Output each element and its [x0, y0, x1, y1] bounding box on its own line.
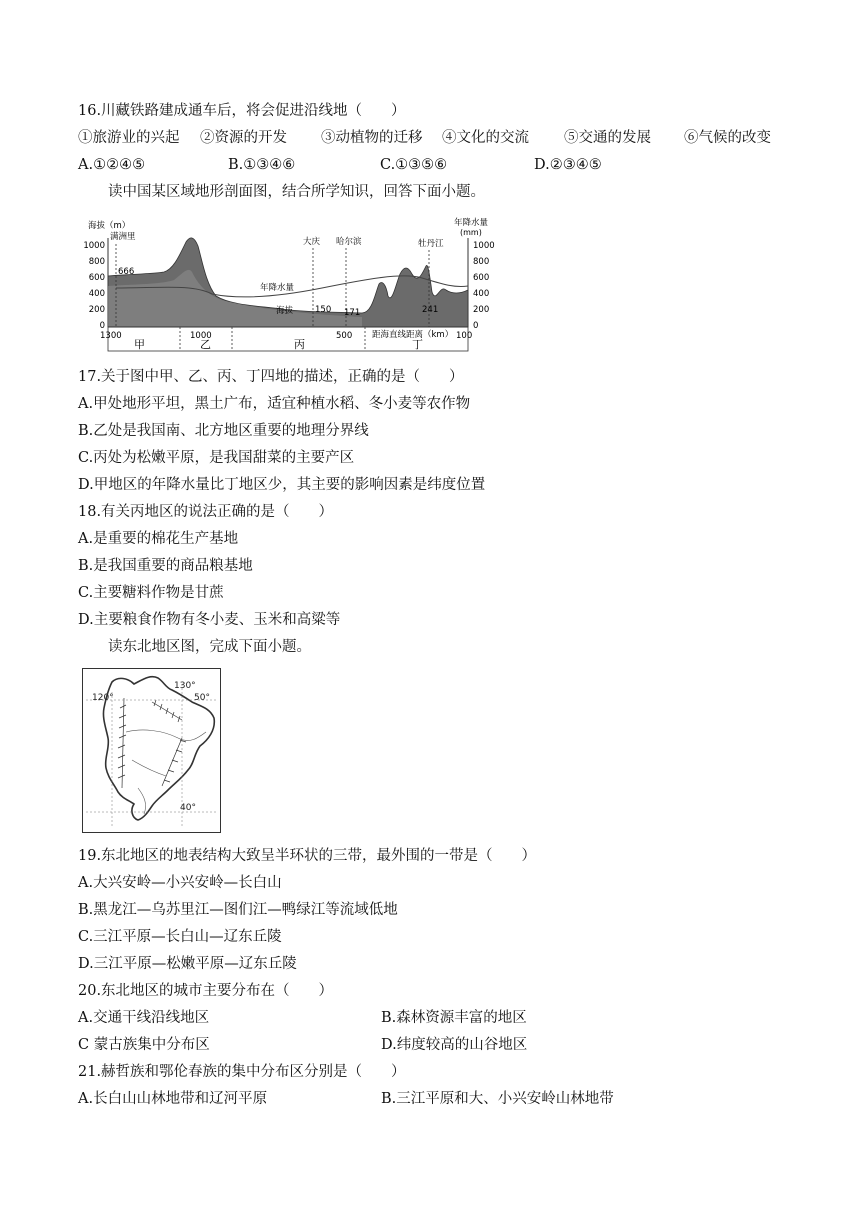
q16-options	[78, 155, 798, 175]
bottom-tick: 1300	[100, 331, 122, 341]
right-tick: 600	[473, 273, 490, 283]
value-label: 666	[118, 267, 135, 277]
lon-label: 130°	[174, 681, 196, 691]
place-daqing: 大庆	[303, 237, 321, 247]
q19-option-b: B.黑龙江—乌苏里江—图们江—鸭绿江等流域低地	[78, 902, 398, 918]
q16-stem: 16.川藏铁路建成通车后，将会促进沿线地（ ）	[78, 103, 406, 119]
value-label: 150	[315, 305, 332, 315]
bottom-tick: 100	[456, 331, 473, 341]
q17-option-a: A.甲处地形平坦，黑土广布，适宜种植水稻、冬小麦等农作物	[78, 396, 471, 412]
q19-stem: 19.东北地区的地表结构大致呈半环状的三带，最外围的一带是（ ）	[78, 848, 537, 864]
q20-option-c: C 蒙古族集中分布区	[78, 1037, 210, 1053]
q16-item: ②资源的开发	[200, 130, 287, 146]
region-yi: 乙	[200, 338, 211, 351]
bottom-tick: 1000	[190, 331, 212, 341]
q18-option-c: C.主要糖料作物是甘蔗	[78, 585, 224, 601]
q18-option-a: A.是重要的棉花生产基地	[78, 531, 239, 547]
q17-option-c: C.丙处为松嫩平原，是我国甜菜的主要产区	[78, 450, 355, 466]
value-label: 171	[344, 308, 361, 318]
region-ding: 丁	[412, 338, 423, 351]
q20-option-d: D.纬度较高的山谷地区	[381, 1037, 528, 1053]
right-tick: 800	[473, 257, 490, 267]
region-bing: 丙	[294, 338, 305, 351]
left-tick: 800	[88, 257, 105, 267]
left-tick: 0	[99, 321, 105, 331]
right-tick: 400	[473, 289, 490, 299]
lon-label: 120°	[92, 693, 114, 703]
place-mudanjiang: 牡丹江	[418, 239, 444, 249]
bottom-tick: 500	[336, 331, 353, 341]
left-tick: 600	[88, 273, 105, 283]
q18-stem: 18.有关丙地区的说法正确的是（ ）	[78, 504, 334, 520]
intro-profile: 读中国某区域地形剖面图，结合所学知识，回答下面小题。	[108, 184, 485, 200]
q21-stem: 21.赫哲族和鄂伦春族的集中分布区分别是（ ）	[78, 1064, 406, 1080]
q16-item: ④文化的交流	[442, 130, 529, 146]
q19-option-c: C.三江平原—长白山—辽东丘陵	[78, 929, 282, 945]
left-axis-title: 海拔（m）	[88, 221, 131, 231]
place-harbin: 哈尔滨	[336, 237, 362, 247]
q16-option-b: B.①③④⑥	[228, 157, 296, 173]
q16-option-d: D.②③④⑤	[534, 157, 602, 173]
q16-item: ⑥气候的改变	[684, 130, 771, 146]
left-tick: 1000	[83, 241, 105, 251]
right-axis-title: 年降水量	[454, 218, 489, 228]
left-tick: 200	[88, 305, 105, 315]
q18-option-b: B.是我国重要的商品粮基地	[78, 558, 253, 574]
lat-label: 40°	[180, 803, 196, 813]
value-label: 241	[422, 305, 439, 315]
q19-option-d: D.三江平原—松嫩平原—辽东丘陵	[78, 956, 297, 972]
q20-option-a: A.交通干线沿线地区	[78, 1010, 210, 1026]
right-tick: 200	[473, 305, 490, 315]
q16-option-a: A.①②④⑤	[78, 157, 146, 173]
q16-item: ③动植物的迁移	[321, 130, 423, 146]
region-jia: 甲	[134, 338, 145, 351]
elevation-label: 海拔	[276, 306, 294, 316]
intro-map: 读东北地区图，完成下面小题。	[108, 639, 311, 655]
distance-axis-label: 距海直线距离（km）	[372, 330, 454, 340]
q20-stem: 20.东北地区的城市主要分布在（ ）	[78, 983, 334, 999]
q17-option-d: D.甲地区的年降水量比丁地区少，其主要的影响因素是纬度位置	[78, 477, 486, 493]
q16-item: ①旅游业的兴起	[78, 130, 180, 146]
q17-stem: 17.关于图中甲、乙、丙、丁四地的描述，正确的是（ ）	[78, 369, 464, 385]
q21-option-a: A.长白山山林地带和辽河平原	[78, 1091, 268, 1107]
place-manzhouli: 满洲里	[110, 232, 136, 242]
right-tick: 1000	[473, 241, 495, 251]
q19-option-a: A.大兴安岭—小兴安岭—长白山	[78, 875, 282, 891]
q16-items	[78, 128, 798, 148]
left-tick: 400	[88, 289, 105, 299]
q20-option-b: B.森林资源丰富的地区	[381, 1010, 527, 1026]
q21-option-b: B.三江平原和大、小兴安岭山林地带	[381, 1091, 614, 1107]
q16-item: ⑤交通的发展	[564, 130, 651, 146]
right-axis-unit: (mm)	[460, 228, 482, 237]
precip-curve-label: 年降水量	[260, 283, 295, 293]
q18-option-d: D.主要粮食作物有冬小麦、玉米和高粱等	[78, 612, 341, 628]
right-tick: 0	[473, 321, 479, 331]
lat-label: 50°	[194, 693, 210, 703]
northeast-map-figure	[82, 668, 242, 834]
terrain-profile-figure	[82, 214, 530, 356]
q17-option-b: B.乙处是我国南、北方地区重要的地理分界线	[78, 423, 369, 439]
q16-option-c: C.①③⑤⑥	[380, 157, 448, 173]
